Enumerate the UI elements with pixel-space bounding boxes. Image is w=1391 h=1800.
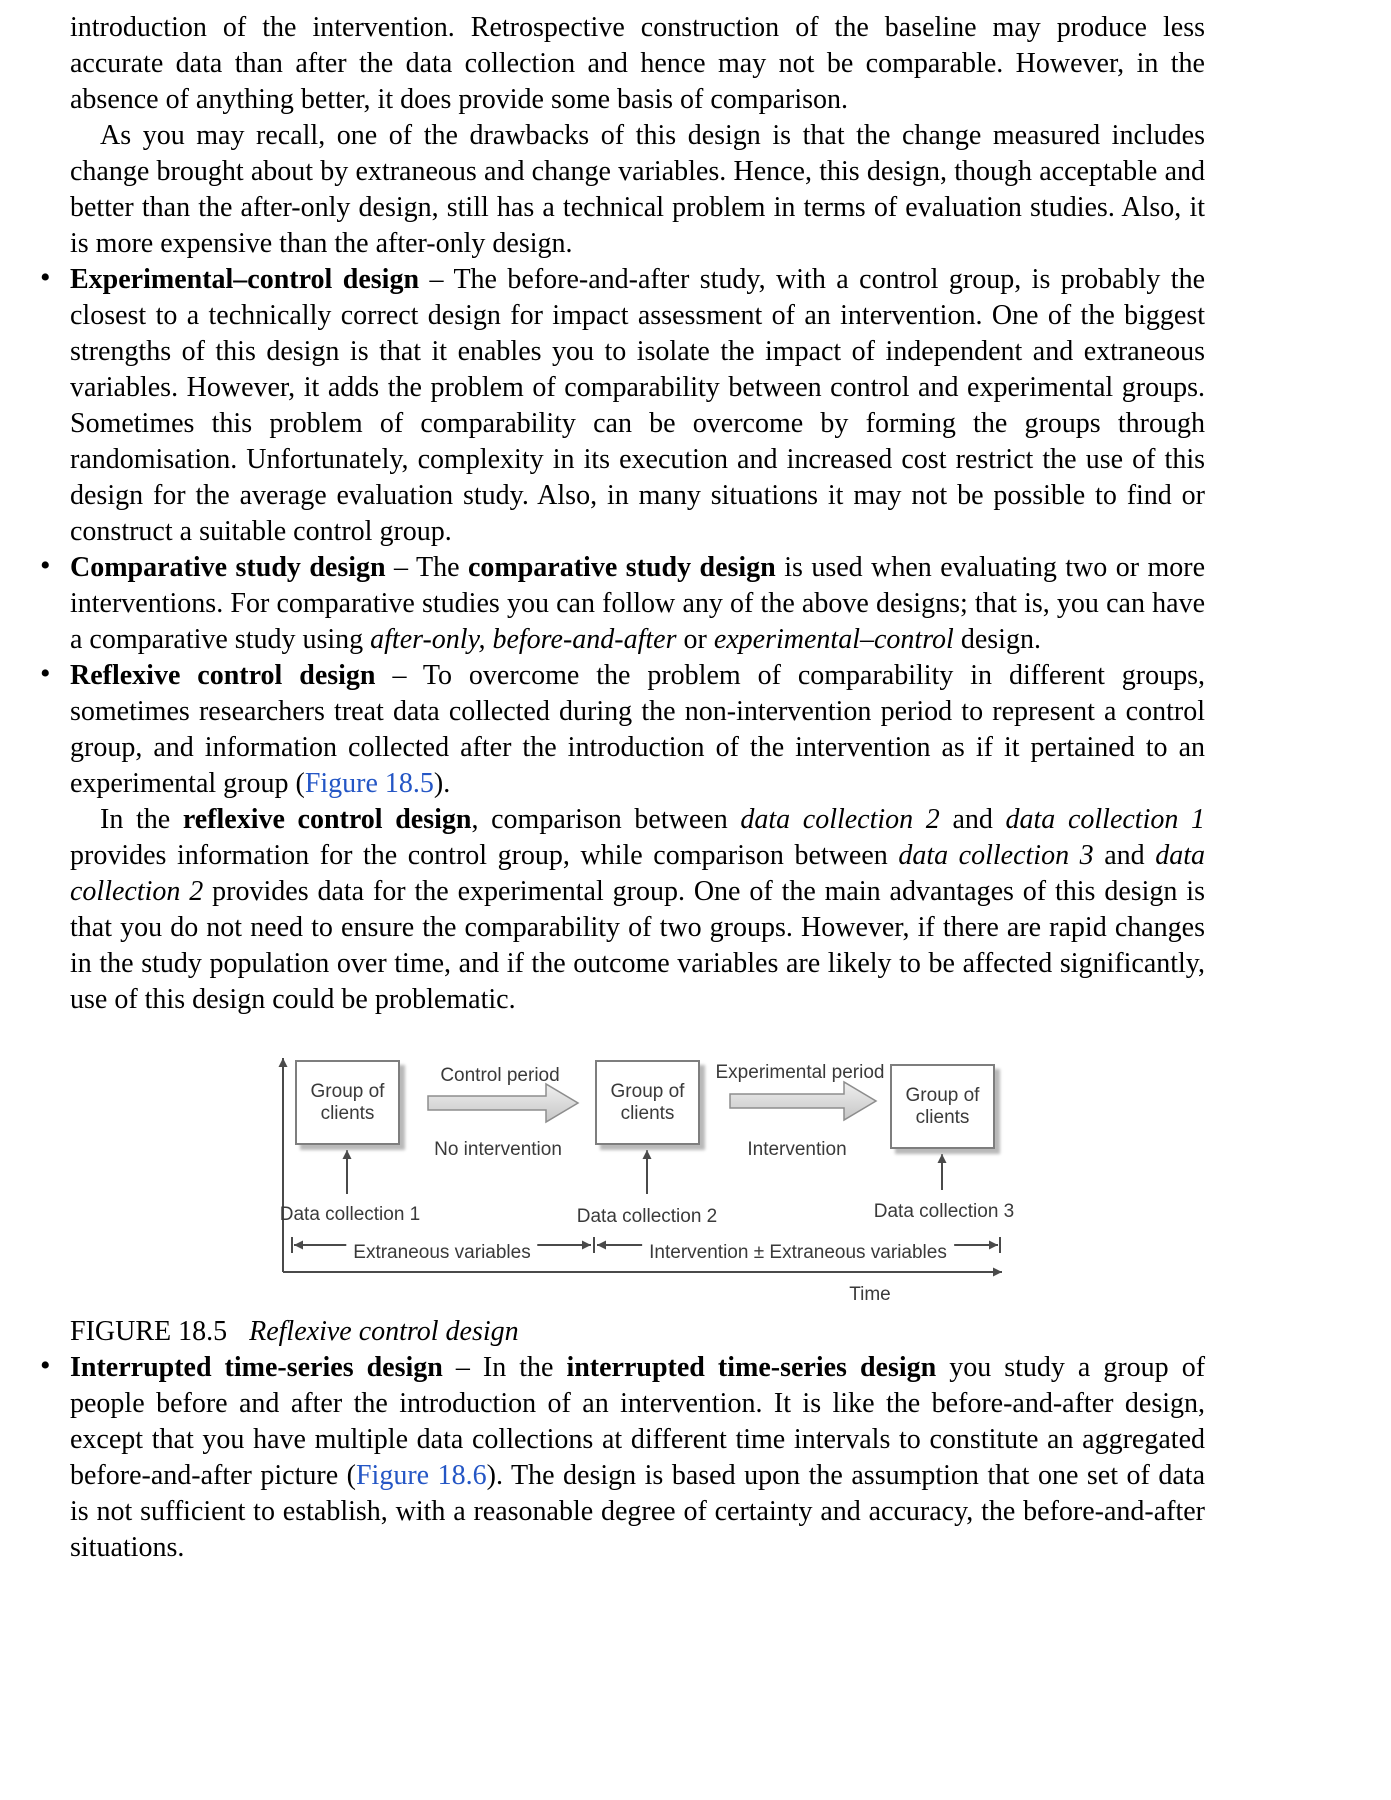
figure-caption	[70, 1314, 1205, 1350]
text-run: or	[676, 624, 714, 655]
bullet-marker: •	[40, 1349, 51, 1382]
bullet-marker: •	[40, 549, 51, 582]
paragraph	[70, 10, 1205, 118]
paragraph	[70, 118, 1205, 262]
group-of-clients-box-2	[595, 1060, 700, 1145]
text-run: – To overcome the problem of comparability in different groups, sometimes researchers treat data collected during the non-intervention period to represent a control group, and information collected after the introduction of the intervention as if it pertained to an experimental group (	[70, 660, 1205, 799]
text-run: after-only, before-and-after	[370, 624, 677, 655]
group-of-clients-box-1	[295, 1060, 400, 1145]
text-run: and	[939, 804, 1006, 835]
text-run: As you may recall, one of the drawbacks of this design is that the change measured includes change brought about by extraneous and change variables. Hence, this design, though acceptable and better than the after-only design, still has a technical problem in terms of evaluation studies. Also, it is more expensive than the after-only design.	[70, 120, 1205, 259]
text-run: interrupted time-series design	[566, 1352, 937, 1383]
content-top	[40, 10, 1206, 1018]
data-collection-1-label: Data collection 1	[279, 1204, 421, 1225]
text-run: ). The design is based upon the assumption that one set of data is not sufficient to establish, with a reasonable degree of certainty and accuracy, the before-and-after situations.	[70, 1460, 1206, 1563]
text-run: is used when evaluating two or more interventions. For comparative studies you can follow any of the above designs; that is, you can have a comparative study using	[70, 552, 1206, 655]
control-period-label: Control period	[440, 1065, 560, 1086]
text-run: data collection 2	[740, 804, 940, 835]
text-run: you study a group of people before and after the introduction of an intervention. It is like the before-and-after design, except that you have multiple data collections at different time intervals to constitute an aggregated before-and-after picture (	[70, 1352, 1206, 1491]
text-run: data collection 3	[898, 840, 1094, 871]
text-run: In the	[100, 804, 183, 835]
bullet-item	[40, 261, 1205, 550]
bullet-marker: •	[40, 657, 51, 690]
extraneous-variables-label: Extraneous variables	[346, 1235, 537, 1271]
figure-caption-title: Reflexive control design	[249, 1316, 519, 1347]
text-run: introduction of the intervention. Retrospective construction of the baseline may produce less accurate data than after the data collection and hence may not be comparable. However, in the absence of anything better, it does provide some basis of comparison.	[70, 12, 1205, 115]
text-run: provides data for the experimental group. One of the main advantages of this design is that you do not need to ensure the comparability of two groups. However, if there are rapid changes in the study population over time, and if the outcome variables are likely to be affected significantly, use of this design could be problematic.	[70, 876, 1205, 1015]
data-collection-3-label: Data collection 3	[873, 1201, 1015, 1222]
text-run: and	[1093, 840, 1156, 871]
bullet-item	[40, 1349, 1206, 1566]
figure-18-5	[270, 1048, 1015, 1305]
text-run: Comparative study design	[70, 552, 386, 583]
text-run: data collection 1	[1005, 804, 1205, 835]
text-run: – In the	[442, 1352, 567, 1383]
text-run: – The before-and-after study, with a control group, is probably the closest to a technically correct design for impact assessment of an intervention. One of the biggest strengths of this design is that it enables you to isolate the impact of independent and extraneous variables. However, it adds the problem of comparability between control and experimental groups. Sometimes this problem of comparability can be overcome by forming the groups through randomisation. Unfortunately, complexity in its execution and increased cost restrict the use of this design for the average evaluation study. Also, in many situations it may not be possible to find or construct a suitable control group.	[70, 264, 1205, 547]
figure-ref-link[interactable]: Figure 18.6	[355, 1460, 487, 1491]
text-run: Reflexive control design	[70, 660, 376, 691]
bullet-item	[40, 549, 1206, 658]
text-run: reflexive control design	[182, 804, 472, 835]
text-run: data collection 2	[70, 840, 1205, 907]
text-run: Experimental–control design	[70, 264, 420, 295]
intervention-extraneous-variables-label: Intervention ± Extraneous variables	[642, 1235, 954, 1271]
figure-ref-link[interactable]: Figure 18.5	[304, 768, 434, 799]
bullet-item	[40, 657, 1205, 802]
text-run: provides information for the control group, while comparison between	[70, 840, 899, 871]
figure-caption-label: FIGURE 18.5	[70, 1316, 228, 1347]
group-of-clients-box-3	[890, 1064, 995, 1149]
paragraph	[70, 802, 1205, 1018]
intervention-label: Intervention	[747, 1139, 847, 1160]
text-run: – The	[385, 552, 468, 583]
group-of-clients-label: Group of clients	[610, 1080, 685, 1124]
bullet-marker: •	[40, 261, 51, 294]
text-run: design.	[953, 624, 1041, 655]
text-run: comparative study design	[467, 552, 776, 583]
time-label: Time	[849, 1284, 891, 1305]
content-bottom	[40, 1349, 1206, 1566]
no-intervention-label: No intervention	[434, 1139, 562, 1160]
text-run: ).	[433, 768, 451, 799]
group-of-clients-label: Group of clients	[905, 1084, 980, 1128]
experimental-period-label: Experimental period	[715, 1062, 885, 1083]
group-of-clients-label: Group of clients	[310, 1080, 385, 1124]
text-run: , comparison between	[471, 804, 741, 835]
text-run: Interrupted time-series design	[70, 1352, 443, 1383]
data-collection-2-label: Data collection 2	[576, 1206, 718, 1227]
text-run: experimental–control	[713, 624, 954, 655]
